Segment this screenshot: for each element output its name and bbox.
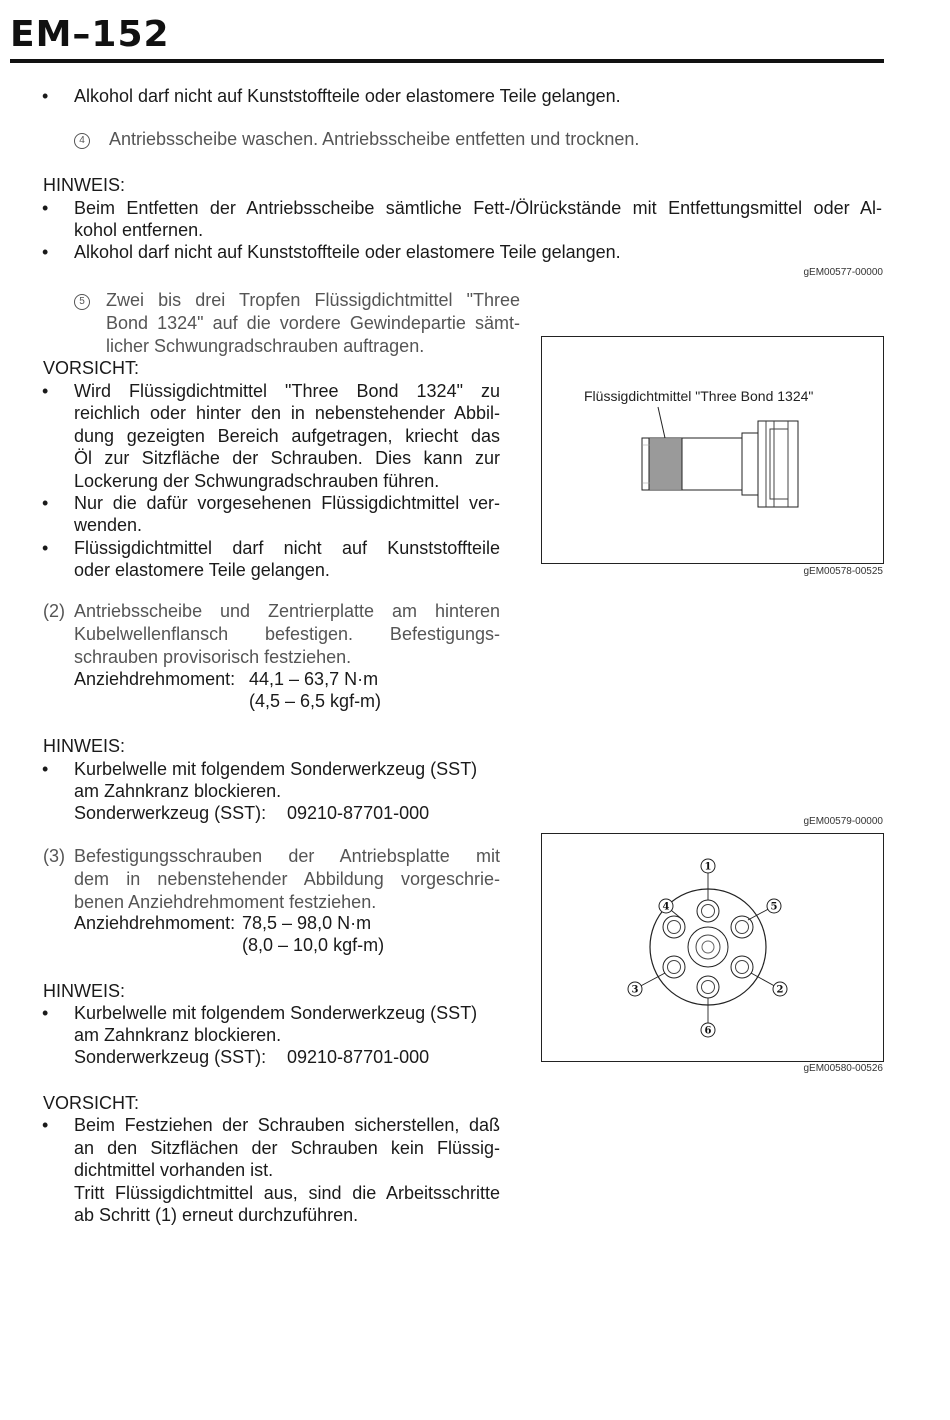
- bullet-dot: •: [42, 242, 49, 262]
- hinweis1-line: Alkohol darf nicht auf Kunststoffteile oder elastomere Teile gelangen.: [74, 242, 621, 262]
- caution-line: ab Schritt (1) erneut durchzuführen.: [74, 1205, 359, 1225]
- hinweis1-line: kohol entfernen.: [74, 220, 204, 240]
- step-number-badge: 5: [74, 294, 90, 310]
- bolt-hole: [731, 956, 753, 978]
- bullet-dot: •: [42, 198, 49, 218]
- hinweis1-line: Beim Entfetten der Antriebsscheibe sämtliche Fett-/Ölrückstände mit Entfettungsmittel oder Al-: [74, 198, 882, 218]
- step-3-line: benen Anziehdrehmoment festziehen.: [74, 892, 377, 912]
- step-number-badge: 4: [74, 133, 90, 149]
- sst-value: 09210-87701-000: [287, 803, 430, 823]
- step-5-line: Bond 1324" auf die vordere Gewindepartie sämt-: [106, 313, 520, 333]
- caution-line: dichtmittel vorhanden ist.: [74, 1160, 274, 1180]
- torque-label: Anziehdrehmoment:: [74, 669, 236, 689]
- bullet-dot: •: [42, 381, 49, 401]
- header-rule: [10, 59, 884, 63]
- figure-ref-code: gEM00580-00526: [803, 1063, 883, 1074]
- caution-line: wenden.: [74, 515, 143, 535]
- hinweis2-line: am Zahnkranz blockieren.: [74, 781, 282, 801]
- figure-ref-code: gEM00579-00000: [803, 816, 883, 827]
- step-3-line: Befestigungsschrauben der Antriebsplatte mit: [74, 846, 500, 866]
- torque-value-nm: 78,5 – 98,0 N·m: [242, 913, 372, 933]
- step-5-badge-wrap: [74, 289, 90, 312]
- torque-label: Anziehdrehmoment:: [74, 913, 236, 933]
- figure-ref-code: gEM00577-00000: [803, 267, 883, 278]
- page-number-heading: EM–152: [10, 14, 170, 55]
- step-2-number: (2): [43, 601, 65, 621]
- caution-line: oder elastomere Teile gelangen.: [74, 560, 330, 580]
- hinweis-heading: HINWEIS:: [43, 981, 126, 1001]
- step-5-line: Zwei bis drei Tropfen Flüssigdichtmittel "Three: [106, 290, 520, 310]
- bullet-dot: •: [42, 86, 49, 106]
- hinweis3-line: am Zahnkranz blockieren.: [74, 1025, 282, 1045]
- hinweis3-line: Kurbelwelle mit folgendem Sonderwerkzeug (SST): [74, 1003, 478, 1023]
- hinweis-heading: HINWEIS:: [43, 736, 126, 756]
- caution-line: Beim Festziehen der Schrauben sicherstellen, daß: [74, 1115, 500, 1135]
- caution-line: Lockerung der Schwungradschrauben führen.: [74, 471, 440, 491]
- sst-label: Sonderwerkzeug (SST):: [74, 803, 267, 823]
- bullet-dot: •: [42, 1115, 49, 1135]
- bolt-number-label: 4: [662, 901, 670, 913]
- hinweis2-line: Kurbelwelle mit folgendem Sonderwerkzeug (SST): [74, 759, 478, 779]
- caution-line: an den Sitzflächen der Schrauben kein Flüssig-: [74, 1138, 500, 1158]
- bolt-illustration: [542, 337, 883, 563]
- bullet-dot: •: [42, 1003, 49, 1023]
- vorsicht-heading: VORSICHT:: [43, 1093, 140, 1113]
- caution-line: Tritt Flüssigdichtmittel aus, sind die Arbeitsschritte: [74, 1183, 500, 1203]
- drive-plate-illustration: [542, 834, 883, 1061]
- step-4-text: Antriebsscheibe waschen. Antriebsscheibe entfetten und trocknen.: [109, 129, 640, 149]
- step-2-line: Kubelwellenflansch befestigen. Befestigungs-: [74, 624, 500, 644]
- caution-line: reichlich oder hinter den in nebenstehender Abbil-: [74, 403, 500, 423]
- bolt-sealant-figure: [541, 336, 884, 564]
- bolt-hole: [697, 976, 719, 998]
- caution-line: dung gezeigten Bereich aufgetragen, kriecht das: [74, 426, 500, 446]
- bullet-text: Alkohol darf nicht auf Kunststoffteile oder elastomere Teile gelangen.: [74, 86, 621, 106]
- bolt-hole: [697, 900, 719, 922]
- bolt-number-label: 5: [770, 901, 778, 913]
- caution-line: Wird Flüssigdichtmittel "Three Bond 1324" zu: [74, 381, 500, 401]
- torque-value-nm: 44,1 – 63,7 N·m: [249, 669, 379, 689]
- step-4: [74, 128, 639, 151]
- step-2-line: Antriebsscheibe und Zentrierplatte am hinteren: [74, 601, 500, 621]
- figure-ref-code: gEM00578-00525: [803, 566, 883, 577]
- torque-value-kgf: (8,0 – 10,0 kgf-m): [242, 935, 385, 955]
- vorsicht-heading: VORSICHT:: [43, 358, 140, 378]
- step-3-line: dem in nebenstehender Abbildung vorgeschrie-: [74, 869, 500, 889]
- step-2-line: schrauben provisorisch festziehen.: [74, 647, 352, 667]
- step-3-number: (3): [43, 846, 65, 866]
- caution-line: Öl zur Sitzfläche der Schrauben. Dies kann zur: [74, 448, 500, 468]
- bolt-sequence-figure: [541, 833, 884, 1062]
- bolt-hole: [663, 956, 685, 978]
- sst-label: Sonderwerkzeug (SST):: [74, 1047, 267, 1067]
- step-5-line: licher Schwungradschrauben auftragen.: [106, 336, 425, 356]
- torque-value-kgf: (4,5 – 6,5 kgf-m): [249, 691, 382, 711]
- bolt-number-label: 2: [776, 984, 784, 996]
- bolt-number-label: 3: [631, 984, 639, 996]
- hinweis-heading: HINWEIS:: [43, 175, 126, 195]
- bolt-number-label: 6: [704, 1025, 712, 1037]
- bullet-dot: •: [42, 538, 49, 558]
- caution-line: Flüssigdichtmittel darf nicht auf Kunststoffteile: [74, 538, 500, 558]
- bullet-dot: •: [42, 493, 49, 513]
- caution-line: Nur die dafür vorgesehenen Flüssigdichtmittel ver-: [74, 493, 500, 513]
- bullet-dot: •: [42, 759, 49, 779]
- sst-value: 09210-87701-000: [287, 1047, 430, 1067]
- bolt-number-label: 1: [704, 861, 712, 873]
- figure-label: Flüssigdichtmittel "Three Bond 1324": [584, 388, 814, 404]
